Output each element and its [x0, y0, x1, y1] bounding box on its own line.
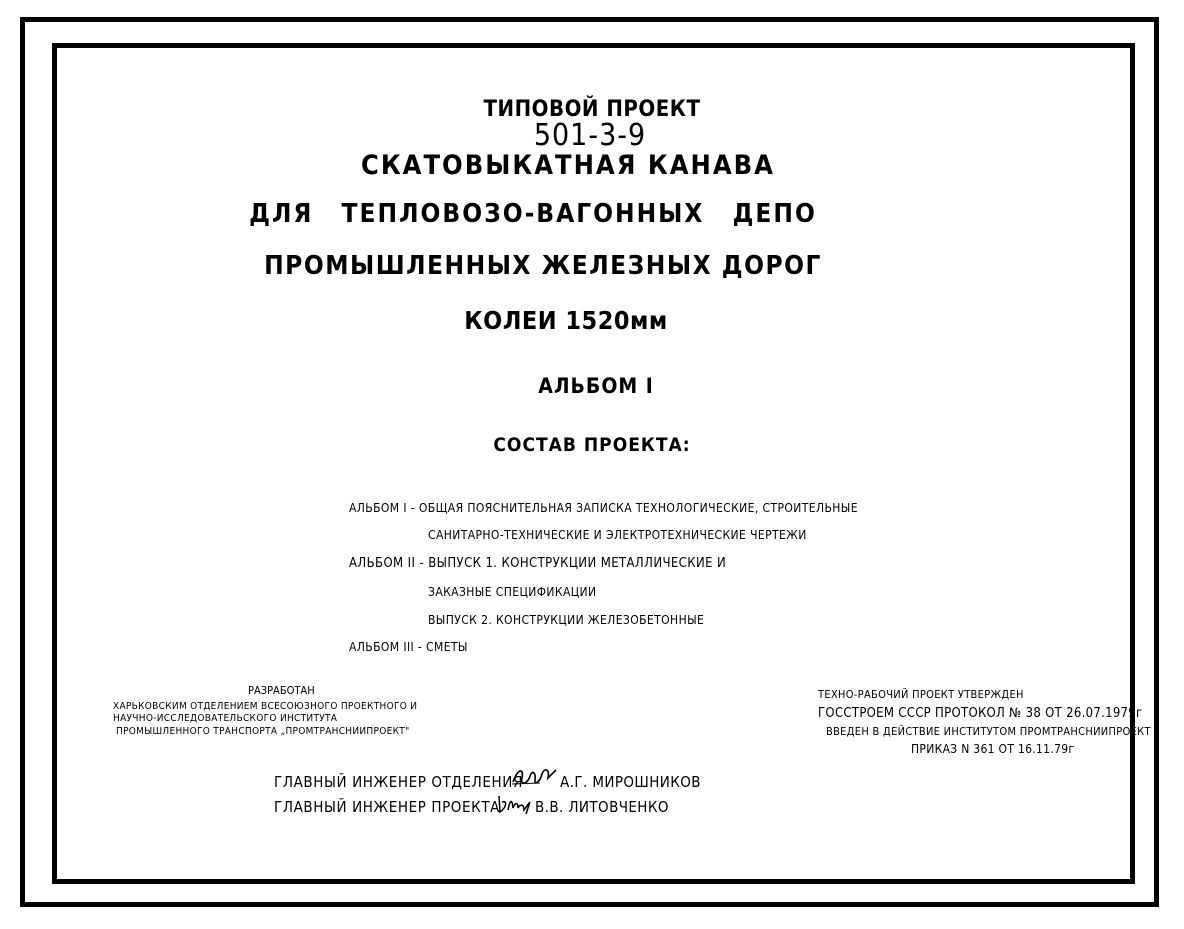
- composition-item: ЗАКАЗНЫЕ СПЕЦИФИКАЦИИ: [428, 585, 597, 599]
- composition-item: АЛЬБОМ I - ОБЩАЯ ПОЯСНИТЕЛЬНАЯ ЗАПИСКА ТЕХНОЛОГИЧЕСКИЕ, СТРОИТЕЛЬНЫЕ: [349, 501, 858, 515]
- signature-name-project: В.В. ЛИТОВЧЕНКО: [535, 798, 669, 816]
- developer-line: ПРОМЫШЛЕННОГО ТРАНСПОРТА „ПРОМТРАНСНИИПРОЕКТ": [116, 726, 410, 737]
- developer-line: ХАРЬКОВСКИМ ОТДЕЛЕНИЕМ ВСЕСОЮЗНОГО ПРОЕКТНОГО И: [113, 701, 418, 712]
- composition-heading: СОСТАВ ПРОЕКТА:: [493, 434, 691, 456]
- handwritten-signature-icon: [510, 764, 560, 790]
- signature-role-project: ГЛАВНЫЙ ИНЖЕНЕР ПРОЕКТА: [274, 798, 500, 816]
- project-title-line-1: СКАТОВЫКАТНАЯ КАНАВА: [361, 150, 775, 181]
- handwritten-signature-icon: [496, 792, 536, 816]
- approval-line: ПРИКАЗ N 361 ОТ 16.11.79г: [911, 742, 1075, 756]
- approval-line: ТЕХНО-РАБОЧИЙ ПРОЕКТ УТВЕРЖДЕН: [818, 688, 1024, 701]
- signature-name-department: А.Г. МИРОШНИКОВ: [560, 773, 701, 791]
- approval-line: ВВЕДЕН В ДЕЙСТВИЕ ИНСТИТУТОМ ПРОМТРАНСНИИПРОЕКТ: [826, 725, 1151, 738]
- project-title-line-3: ПРОМЫШЛЕННЫХ ЖЕЛЕЗНЫХ ДОРОГ: [264, 251, 822, 281]
- developer-label: РАЗРАБОТАН: [248, 684, 315, 697]
- signature-role-department: ГЛАВНЫЙ ИНЖЕНЕР ОТДЕЛЕНИЯ: [274, 773, 523, 791]
- composition-item: АЛЬБОМ III - СМЕТЫ: [349, 640, 468, 654]
- composition-item: САНИТАРНО-ТЕХНИЧЕСКИЕ И ЭЛЕКТРОТЕХНИЧЕСКИЕ ЧЕРТЕЖИ: [428, 528, 807, 542]
- project-title-line-2: ДЛЯ ТЕПЛОВОЗО-ВАГОННЫХ ДЕПО: [249, 199, 817, 229]
- approval-line: ГОССТРОЕМ СССР ПРОТОКОЛ № 38 ОТ 26.07.1979г: [818, 706, 1143, 721]
- album-label: АЛЬБОМ I: [538, 374, 654, 398]
- project-type-label: ТИПОВОЙ ПРОЕКТ: [483, 97, 701, 122]
- project-title-line-4: КОЛЕИ 1520мм: [464, 306, 668, 335]
- composition-item: ВЫПУСК 2. КОНСТРУКЦИИ ЖЕЛЕЗОБЕТОННЫЕ: [428, 613, 705, 627]
- project-number: 501-3-9: [533, 118, 647, 153]
- developer-line: НАУЧНО-ИССЛЕДОВАТЕЛЬСКОГО ИНСТИТУТА: [113, 713, 338, 724]
- composition-item: АЛЬБОМ II - ВЫПУСК 1. КОНСТРУКЦИИ МЕТАЛЛИЧЕСКИЕ И: [349, 556, 727, 571]
